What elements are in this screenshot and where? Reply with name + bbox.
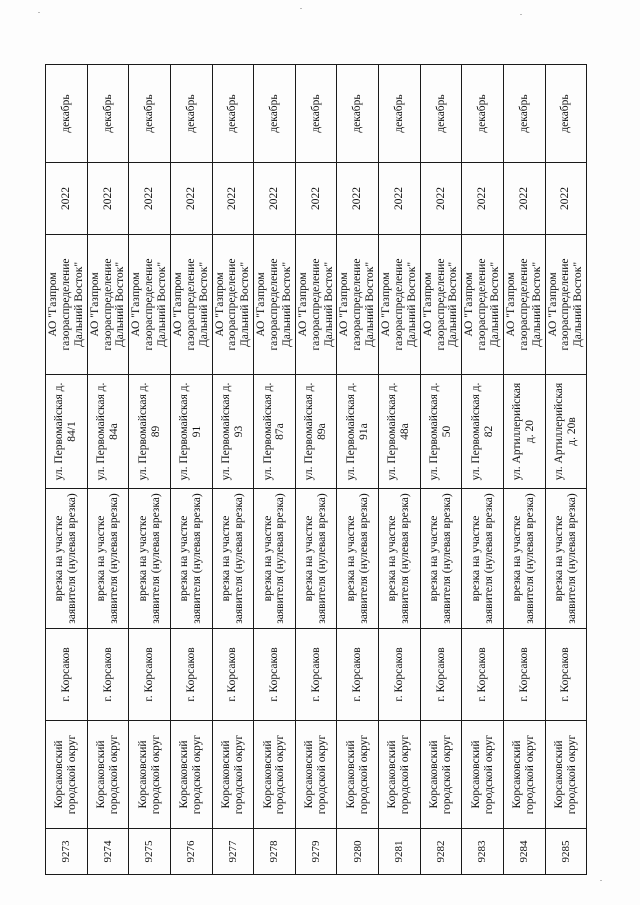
row-number-cell: 9273 [46,829,88,875]
district-cell: Корсаковский городской округ [254,721,296,829]
district-cell: Корсаковский городской округ [503,721,545,829]
organization-cell: АО "Газпром газораспределение Дальний Восток" [379,235,421,375]
month-cell: декабрь [420,65,462,163]
month-cell: декабрь [87,65,129,163]
organization-cell: АО "Газпром газораспределение Дальний Восток" [254,235,296,375]
year-cell: 2022 [87,163,129,235]
district-cell: Корсаковский городской округ [545,721,587,829]
year-cell: 2022 [420,163,462,235]
work-type-cell: врезка на участке заявителя (нулевая врезка) [462,489,504,629]
year-cell: 2022 [337,163,379,235]
scan-speck [38,12,40,13]
district-cell: Корсаковский городской округ [87,721,129,829]
month-cell: декабрь [462,65,504,163]
row-number-cell: 9280 [337,829,379,875]
city-cell: г. Корсаков [295,629,337,721]
work-type-cell: врезка на участке заявителя (нулевая врезка) [212,489,254,629]
address-cell: ул. Первомайская д. 50 [420,375,462,489]
city-cell: г. Корсаков [503,629,545,721]
city-cell: г. Корсаков [212,629,254,721]
district-cell: Корсаковский городской округ [46,721,88,829]
year-cell: 2022 [462,163,504,235]
scan-speck [600,880,602,881]
table-row [337,65,379,875]
month-cell: декабрь [46,65,88,163]
city-cell: г. Корсаков [462,629,504,721]
row-number-cell: 9278 [254,829,296,875]
year-cell: 2022 [545,163,587,235]
table-row [254,65,296,875]
city-cell: г. Корсаков [337,629,379,721]
month-cell: декабрь [129,65,171,163]
city-cell: г. Корсаков [254,629,296,721]
row-number-cell: 9277 [212,829,254,875]
year-cell: 2022 [503,163,545,235]
work-type-cell: врезка на участке заявителя (нулевая врезка) [545,489,587,629]
table-row [295,65,337,875]
work-type-cell: врезка на участке заявителя (нулевая врезка) [337,489,379,629]
work-type-cell: врезка на участке заявителя (нулевая врезка) [87,489,129,629]
district-cell: Корсаковский городской округ [170,721,212,829]
city-cell: г. Корсаков [379,629,421,721]
address-cell: ул. Первомайская д. 84/1 [46,375,88,489]
work-type-cell: врезка на участке заявителя (нулевая врезка) [295,489,337,629]
table-row [212,65,254,875]
address-cell: ул. Первомайская д. 87а [254,375,296,489]
month-cell: декабрь [379,65,421,163]
row-number-cell: 9285 [545,829,587,875]
city-cell: г. Корсаков [420,629,462,721]
work-type-cell: врезка на участке заявителя (нулевая врезка) [379,489,421,629]
address-cell: ул. Первомайская д. 91 [170,375,212,489]
row-number-cell: 9275 [129,829,171,875]
district-cell: Корсаковский городской округ [420,721,462,829]
district-cell: Корсаковский городской округ [129,721,171,829]
table-row [46,65,88,875]
district-cell: Корсаковский городской округ [462,721,504,829]
table-row [545,65,587,875]
row-number-cell: 9276 [170,829,212,875]
organization-cell: АО "Газпром газораспределение Дальний Восток" [212,235,254,375]
month-cell: декабрь [254,65,296,163]
organization-cell: АО "Газпром газораспределение Дальний Восток" [295,235,337,375]
organization-cell: АО "Газпром газораспределение Дальний Восток" [129,235,171,375]
row-number-cell: 9279 [295,829,337,875]
address-cell: ул. Первомайская д. 82 [462,375,504,489]
address-cell: ул. Первомайская д. 84а [87,375,129,489]
work-type-cell: врезка на участке заявителя (нулевая врезка) [254,489,296,629]
year-cell: 2022 [254,163,296,235]
table-row [503,65,545,875]
month-cell: декабрь [337,65,379,163]
organization-cell: АО "Газпром газораспределение Дальний Восток" [87,235,129,375]
month-cell: декабрь [212,65,254,163]
organization-cell: АО "Газпром газораспределение Дальний Восток" [545,235,587,375]
table-row [87,65,129,875]
address-cell: ул. Первомайская д. 91а [337,375,379,489]
organization-cell: АО "Газпром газораспределение Дальний Восток" [170,235,212,375]
row-number-cell: 9274 [87,829,129,875]
city-cell: г. Корсаков [170,629,212,721]
year-cell: 2022 [46,163,88,235]
city-cell: г. Корсаков [87,629,129,721]
address-cell: ул. Первомайская д. 93 [212,375,254,489]
row-number-cell: 9283 [462,829,504,875]
district-cell: Корсаковский городской округ [212,721,254,829]
district-cell: Корсаковский городской округ [295,721,337,829]
address-cell: ул. Первомайская д. 48а [379,375,421,489]
city-cell: г. Корсаков [545,629,587,721]
work-type-cell: врезка на участке заявителя (нулевая врезка) [129,489,171,629]
organization-cell: АО "Газпром газораспределение Дальний Восток" [337,235,379,375]
row-number-cell: 9284 [503,829,545,875]
organization-cell: АО "Газпром газораспределение Дальний Восток" [420,235,462,375]
organization-cell: АО "Газпром газораспределение Дальний Восток" [46,235,88,375]
row-number-cell: 9282 [420,829,462,875]
month-cell: декабрь [545,65,587,163]
city-cell: г. Корсаков [129,629,171,721]
table-row [462,65,504,875]
year-cell: 2022 [212,163,254,235]
address-cell: ул. Первомайская д. 89а [295,375,337,489]
table-row [129,65,171,875]
year-cell: 2022 [295,163,337,235]
year-cell: 2022 [170,163,212,235]
scan-speck [520,14,522,15]
city-cell: г. Корсаков [46,629,88,721]
month-cell: декабрь [170,65,212,163]
address-cell: ул. Артиллерийская д. 20 [503,375,545,489]
district-cell: Корсаковский городской округ [337,721,379,829]
row-number-cell: 9281 [379,829,421,875]
address-cell: ул. Артиллерийская д. 20в [545,375,587,489]
work-type-cell: врезка на участке заявителя (нулевая врезка) [503,489,545,629]
year-cell: 2022 [129,163,171,235]
month-cell: декабрь [503,65,545,163]
month-cell: декабрь [295,65,337,163]
table-row [170,65,212,875]
scan-speck [300,8,302,9]
table-row [379,65,421,875]
organization-cell: АО "Газпром газораспределение Дальний Восток" [462,235,504,375]
gas-connection-table [45,64,587,875]
rotated-table-wrapper [45,65,585,875]
organization-cell: АО "Газпром газораспределение Дальний Восток" [503,235,545,375]
work-type-cell: врезка на участке заявителя (нулевая врезка) [46,489,88,629]
district-cell: Корсаковский городской округ [379,721,421,829]
table-body [46,65,587,875]
year-cell: 2022 [379,163,421,235]
work-type-cell: врезка на участке заявителя (нулевая врезка) [170,489,212,629]
address-cell: ул. Первомайская д. 89 [129,375,171,489]
table-row [420,65,462,875]
work-type-cell: врезка на участке заявителя (нулевая врезка) [420,489,462,629]
